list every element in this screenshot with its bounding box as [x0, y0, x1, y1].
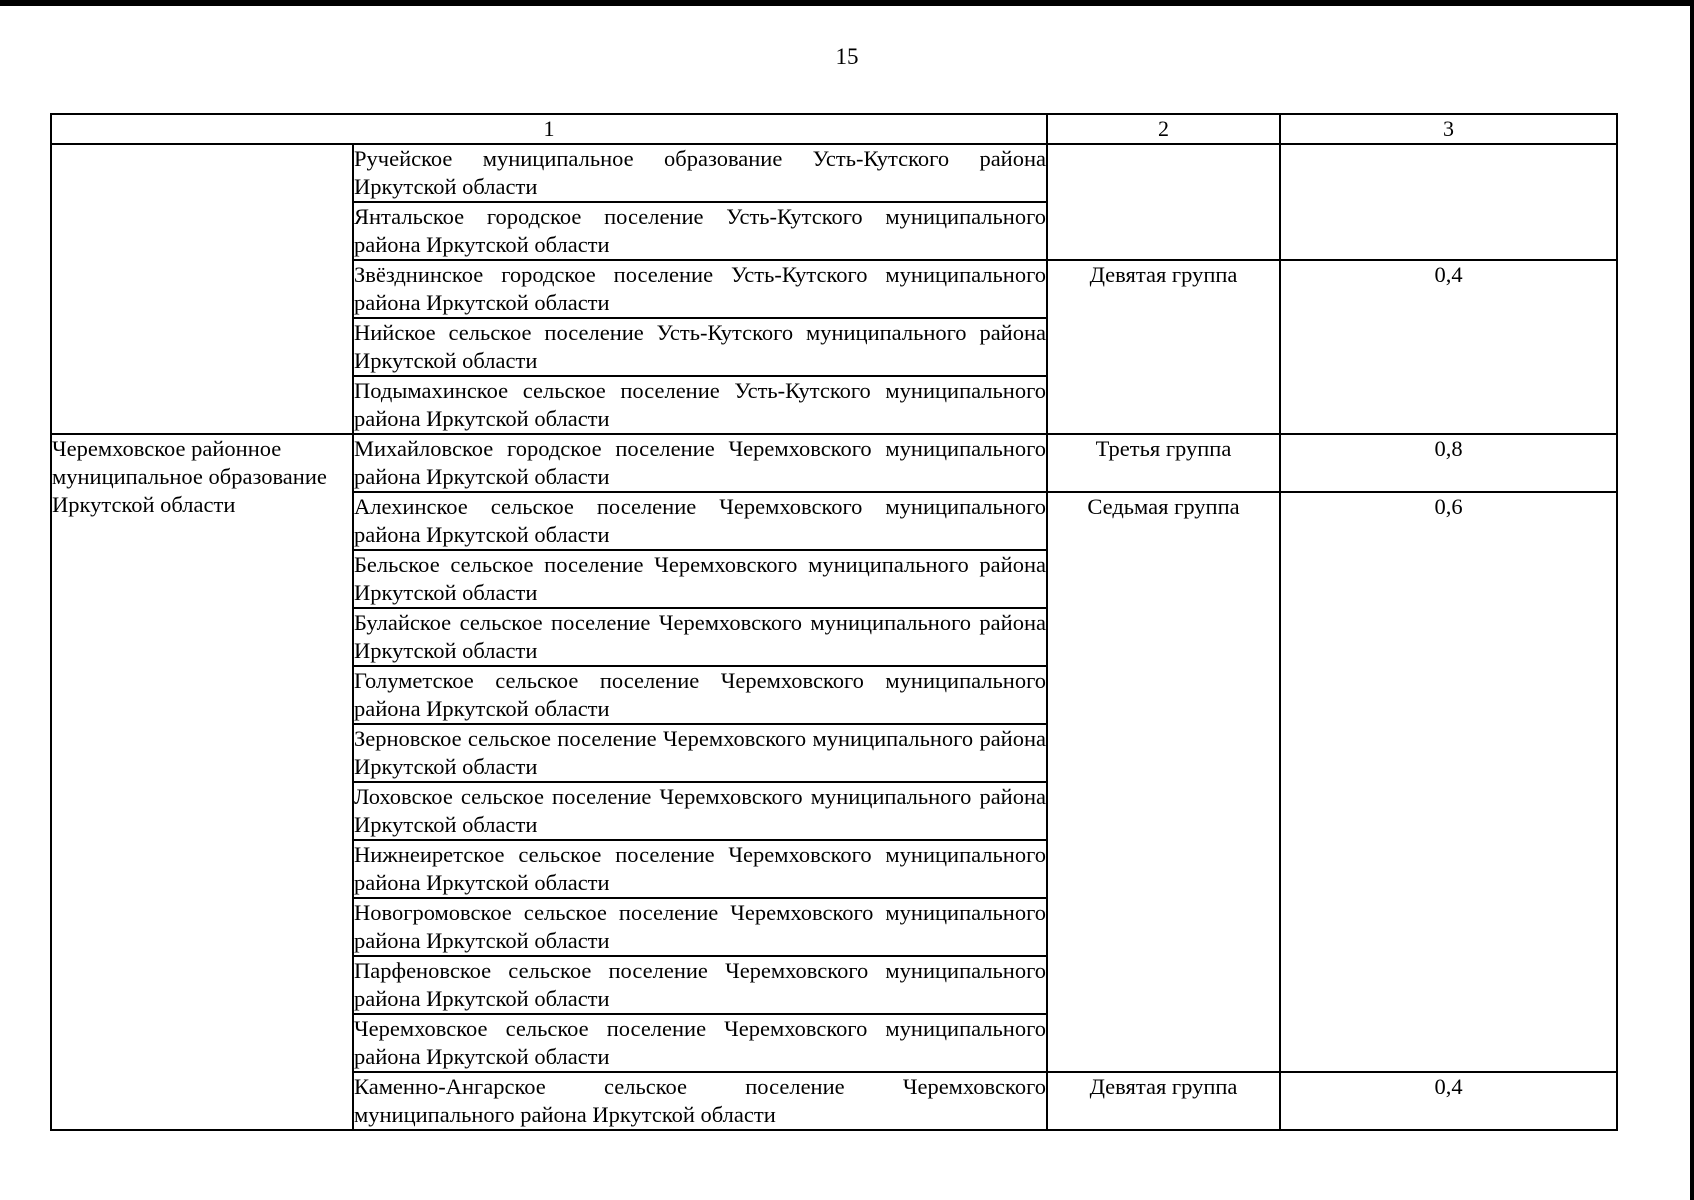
group-cell: Седьмая группа — [1047, 492, 1280, 1072]
settlement-cell: Лоховское сельское поселение Черемховского муниципального района Иркутской области — [353, 782, 1047, 840]
settlement-cell: Ручейское муниципальное образование Усть-Кутского района Иркутской области — [353, 144, 1047, 202]
group-cell: Девятая группа — [1047, 1072, 1280, 1130]
group-cell: Третья группа — [1047, 434, 1280, 492]
settlement-cell: Михайловское городское поселение Черемховского муниципального района Иркутской области — [353, 434, 1047, 492]
coef-cell: 0,4 — [1280, 260, 1617, 434]
municipality-cell: Черемховское районное муниципальное образование Иркутской области — [51, 434, 353, 1130]
header-col-2: 2 — [1047, 114, 1280, 144]
settlement-cell: Голуметское сельское поселение Черемховского муниципального района Иркутской области — [353, 666, 1047, 724]
right-border — [1690, 0, 1694, 1200]
settlement-cell: Нийское сельское поселение Усть-Кутского муниципального района Иркутской области — [353, 318, 1047, 376]
settlement-cell: Нижнеиретское сельское поселение Черемховского муниципального района Иркутской области — [353, 840, 1047, 898]
table-row — [51, 144, 1617, 202]
settlement-cell: Парфеновское сельское поселение Черемховского муниципального района Иркутской области — [353, 956, 1047, 1014]
table-row — [51, 434, 1617, 492]
settlement-cell: Подымахинское сельское поселение Усть-Кутского муниципального района Иркутской области — [353, 376, 1047, 434]
settlement-cell: Звёзднинское городское поселение Усть-Кутского муниципального района Иркутской области — [353, 260, 1047, 318]
settlements-table — [50, 113, 1618, 1131]
coef-cell: 0,4 — [1280, 1072, 1617, 1130]
page-number: 15 — [835, 44, 859, 69]
coef-empty-cell — [1280, 144, 1617, 260]
coef-cell: 0,8 — [1280, 434, 1617, 492]
top-border — [0, 0, 1694, 6]
header-col-3: 3 — [1280, 114, 1617, 144]
header-col-1: 1 — [51, 114, 1047, 144]
settlement-cell: Зерновское сельское поселение Черемховского муниципального района Иркутской области — [353, 724, 1047, 782]
group-empty-cell — [1047, 144, 1280, 260]
settlement-cell: Янтальское городское поселение Усть-Кутского муниципального района Иркутской области — [353, 202, 1047, 260]
settlement-cell: Булайское сельское поселение Черемховского муниципального района Иркутской области — [353, 608, 1047, 666]
settlement-cell: Бельское сельское поселение Черемховского муниципального района Иркутской области — [353, 550, 1047, 608]
settlement-cell: Черемховское сельское поселение Черемховского муниципального района Иркутской области — [353, 1014, 1047, 1072]
settlement-cell: Новогромовское сельское поселение Черемховского муниципального района Иркутской области — [353, 898, 1047, 956]
table-header-row — [51, 114, 1617, 144]
settlement-cell: Каменно-Ангарское сельское поселение Черемховского муниципального района Иркутской области — [353, 1072, 1047, 1130]
coef-cell: 0,6 — [1280, 492, 1617, 1072]
municipality-empty-cell — [51, 144, 353, 434]
settlement-cell: Алехинское сельское поселение Черемховского муниципального района Иркутской области — [353, 492, 1047, 550]
group-cell: Девятая группа — [1047, 260, 1280, 434]
